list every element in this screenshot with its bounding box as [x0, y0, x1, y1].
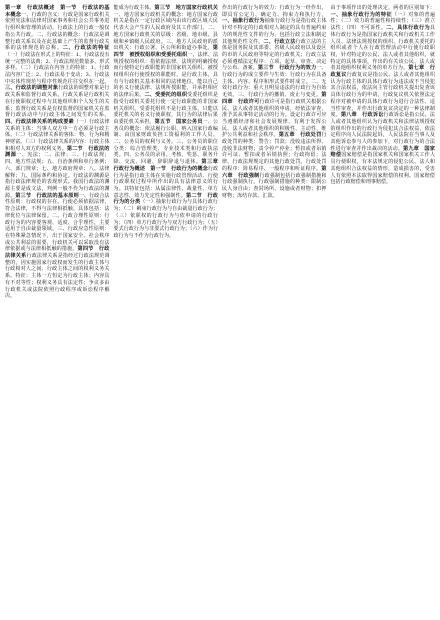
body-text: 作出的行政行为的效力：行政行为一经作出，即具有公定力、确定力、拘束力和执行力。 — [222, 5, 327, 18]
section-heading: 第七章 行政复议 — [330, 65, 435, 79]
section-heading: 第五章 行政处罚 — [278, 132, 322, 139]
section-heading: 第三节 行政行为的效力 — [257, 65, 317, 72]
section-heading: 四、行政法律关系的构成要素 — [5, 118, 74, 125]
text-column-1 — [5, 5, 110, 616]
column-text — [222, 5, 327, 199]
section-heading: 第四节 行政法律关系 — [5, 246, 110, 260]
body-text: （一）行政法在形式上的特征：1、行政法没有统一完整的法典；2、行政法规范数量多、形式多样。（二）行政法在内容上的特征：1、行政法内容广泛；2、行政法易于变动；3、行政法中实体性规范与程序性规范往往交织在一起。 — [5, 51, 110, 85]
section-heading: 第四章 行政许可 — [222, 92, 327, 105]
section-heading: 二、行政法的特征 — [62, 45, 110, 52]
body-text: 一、地方国家行政机关的概念：地方国家行政机关是指在一定行政区域内由该行政区域人民代表大会产生的人民政府及其工作部门。二、地方国家行政机关的层级：省级、地市级、县级和乡镇级人民政府。三、地方人民政府的派出机关：行政公署、区公所和街道办事处。 — [113, 11, 218, 52]
section-heading: 第二节 行政法的渊源 — [5, 145, 110, 159]
section-heading: 第二节 行政行为的分类 — [113, 192, 218, 206]
section-heading: 第一章 行政法概述 第一节 行政法的基本概念 — [5, 5, 110, 18]
section-heading: 第三章 行政行为概述 第一节 行政行为的概念 — [113, 159, 224, 172]
body-text: 行政行为是指行政主体在实施行政管理活动、行使行政职权过程中所作出的具有法律意义的行为。其特征包括：从属法律性、裁量性、单方意志性、效力先定性和强制性。 — [113, 165, 218, 199]
section-heading: 三、行政法的调整对象 — [5, 85, 59, 92]
body-text: 行政法律关系是指经过行政法规范调整的，因实施国家行政权而发生的行政主体与行政相对人之间、行政主体之间的权利义务关系。特征：主体一方恒定为行政主体；内容具有不对等性；权利义务具有法定性；争议多由行政机关或法院依照行政程序或诉讼程序解决。 — [5, 253, 110, 300]
body-text: 一、行政合法性原则：行政权的存在、行使必须依据法律，符合法律，不得与法律相抵触。具体包括：法律优位与法律保留。二、行政合理性原则：行政行为的内容要客观、适度、合乎理性，主要适用于自由裁量领域。三、行政应急性原则：在特殊紧急情况下，出于国家安全、社会秩序或公共利益的需要，行政机关可以采取没有法律依据或与法律相抵触的措施。 — [5, 192, 110, 253]
section-heading: 一、抽象行政行为 — [222, 18, 265, 25]
body-text: 行政处罚的种类：警告；罚款；没收违法所得、没收非法财物；责令停产停业；暂扣或者吊销许可证、暂扣或者吊销执照；行政拘留；法律、行政法规规定的其他行政处罚。行政处罚的程序：简易程序、一般程序和听证程序。 — [222, 132, 327, 172]
text-columns — [5, 5, 435, 616]
section-heading: 第九章 国家赔偿 — [330, 145, 435, 159]
body-text: 行政复议是指公民、法人或者其他组织认为行政主体的具体行政行为违法或不当侵犯其合法权益，依法向主管行政机关提出复查该具体行政行为的申请，行政复议机关依照法定程序对被申请的具体行政行为进行合法性、适当性审查，并作出行政复议决定的一种法律制度。 — [330, 72, 435, 119]
section-heading: 第八章 行政诉讼 — [340, 112, 384, 119]
body-text: （一）抽象行政行为与具体行政行为；（二）羁束行政行为与自由裁量行政行为；（三）依职权的行政行为与依申请的行政行为；（四）单方行政行为与双方行政行为；（五）要式行政行为与非要式行政行为；（六）作为行政行为与不作为行政行为。 — [113, 199, 218, 239]
body-text: 行政强制包括行政强制措施和行政强制执行。行政强制措施的种类：限制公民人身自由；查封场所、设施或者财物；扣押财物；冻结存款、汇款。 — [222, 172, 327, 199]
section-heading: 第三节 地方国家行政机关 — [154, 5, 218, 11]
section-heading: 二、受委托的组织 — [144, 92, 188, 99]
section-heading: 第五节 国家公务员 — [154, 118, 203, 125]
body-text: 一、公务员的概念：依法履行公职、纳入国家行政编制、由国家财政负担工资福利的工作人员。二、公务员的权利与义务。三、公务员的职位分类：综合管理类、专业技术类和行政执法类。四、公务员的录用、考核、奖惩、职务升降、交流、回避、辞职辞退与退休。 — [113, 118, 219, 166]
body-text: （一）对象的普遍性；（二）效力的普遍性和持续性；（三）准立法性；（四）不可诉性。 — [330, 11, 435, 32]
body-text: 一、行政行为的成立要件与生效：行政行为在具备主体、内容、程序和形式要件时成立。二、无效行政行为：重大且明显违法的行政行为自始无效。三、行政行为的撤销、废止与变更。 — [222, 65, 327, 99]
section-heading: 一、抽象行政行为的特征 — [330, 11, 393, 18]
body-text: 一、行政的含义：行政是国家行政机关依照宪法和法律对国家事务和社会公共事务进行组织和管理的活动。行政法上的行政一般仅指公共行政。二、行政法的概念：行政法是调整行政关系以及在此基础上产生的监督行政关系的法律规范的总称。 — [5, 11, 110, 52]
body-text: 能成为行政主体。 — [113, 5, 155, 11]
section-heading: 第六章 行政强制 — [222, 165, 327, 179]
section-heading: 二、行政立法 — [263, 38, 296, 45]
section-heading: 第三节 行政法的基本原则 — [15, 192, 79, 199]
body-text: 抽象行政行为是指行政主体针对不特定的行政相对人制定的具有普遍约束力的规范性文件的行为，包括行政立法和制定其他规范性文件。 — [222, 18, 327, 45]
body-text: 由于事项作出的处理决定，两者的区别如下： — [330, 5, 435, 11]
body-text: 具体行政行为是指国家行政机关和行政机关工作人员、法律法规授权的组织、行政机关委托的组织或者个人在行政管理活动中行使行政职权，针对特定的公民、法人或者其他组织，就特定的具体事项，作出的有关该公民、法人或者其他组织权利义务的单方行为。 — [330, 25, 435, 72]
body-text: （一）行政法律关系的主体：当事人双方中一方必须是行政主体。（二）行政法律关系的客体：物、行为和精神财富。（三）行政法律关系的内容：行政主体和相对人双方的权利义务。 — [5, 118, 110, 152]
column-text — [113, 5, 224, 240]
body-text: 行政法的调整对象是行政关系和监督行政关系。行政关系是行政机关在行使职权过程中与其他组织和个人发生的关系；监督行政关系是有权监督的国家机关在监督行政活动中与行政主体之间发生的关系。 — [5, 85, 110, 119]
section-heading: 二、具体行政行为 — [386, 25, 430, 32]
text-column-4 — [331, 5, 436, 616]
body-text: 受委托组织是指受行政机关委托行使一定行政职能的非国家机关组织。受委托组织不是行政主体，只能以委托机关的名义行使职权，其行为的法律后果由委托机关承担。 — [113, 92, 218, 125]
column-text — [5, 5, 110, 300]
body-text: 行政许可是指行政机关根据公民、法人或者其他组织的申请，经依法审查，准予其从事特定活动的行为。设定行政许可应当遵循经济和社会发展规律，有利于发挥公民、法人或者其他组织的积极性、主动性，维护公共利益和社会秩序。 — [222, 98, 327, 139]
body-text: 一、宪法；二、法律；三、行政法规；四、地方性法规；五、自治条例和单行条例；六、部门规章；七、地方政府规章；八、法律解释；九、国际条约和协定。行政法的渊源是指行政法律规范的表现形式。我国行政法的渊源主要是成文法，判例一般不作为行政法的渊源。 — [5, 152, 110, 199]
body-text: 国家赔偿是指国家机关和国家机关工作人员行使职权，有本法规定的侵犯公民、法人和其他组织合法权益的情形，造成损害的，受害人有依照本法取得国家赔偿的权利。国家赔偿包括行政赔偿和刑事赔偿。 — [330, 152, 435, 186]
text-column-3 — [222, 5, 327, 616]
text-column-2 — [113, 5, 224, 616]
column-text — [331, 5, 436, 186]
body-text: 一、法律、法规授权的组织：指依据法律、法规的明确授权而行使特定行政职能的非国家机关组织。被授权组织在行使授权的职能时，是行政主体，具有与行政机关基本相同的法律地位，能以自己的名义行使法律、法规所授职能，并承担相应的法律后果。 — [113, 51, 218, 99]
body-text: 行政立法的主体是国务院及其部委、省级人民政府以及设区的市的人民政府等特定的行政机关；行政立法必须遵循法定程序：立项、起草、审查、决定与公布、备案。 — [222, 38, 327, 72]
body-text: 行政诉讼是指公民、法人或者其他组织认为行政机关和法律法规授权的组织作出的行政行为侵犯其合法权益，依法定程序向人民法院起诉，人民法院在当事人及其他诉讼参与人的参加下，对行政行为的合法性进行审查并作出裁决的活动。 — [330, 112, 435, 152]
section-heading: 第四节 被授权组织和受委托组织 — [113, 45, 218, 58]
